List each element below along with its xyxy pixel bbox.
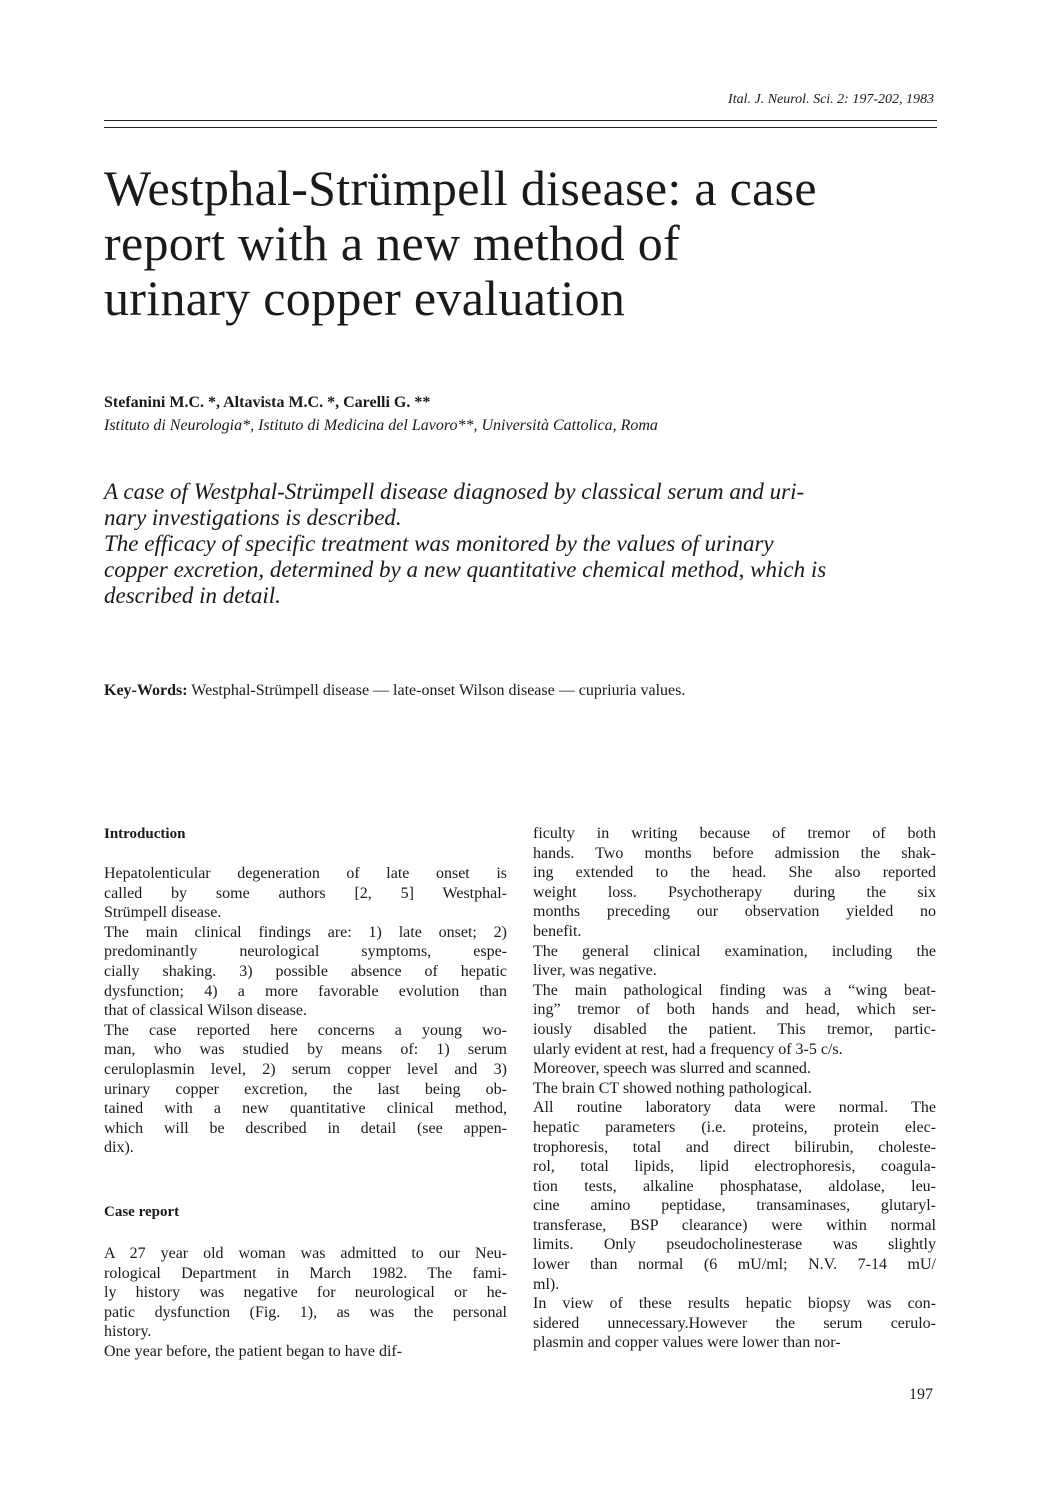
text-line: ml). — [533, 1275, 560, 1293]
text-line: liver, was negative. — [533, 962, 657, 980]
text-line: ceruloplasmin level, 2) serum copper level and 3) — [104, 1060, 507, 1078]
text-line: hands. Two months before admission the shak- — [533, 844, 936, 862]
introduction-body — [104, 864, 507, 1158]
text-line: called by some authors [2, 5] Westphal- — [104, 884, 507, 902]
text-line: limits. Only pseudocholinesterase was slightly — [533, 1236, 936, 1254]
keywords — [104, 682, 685, 700]
text-line: A 27 year old woman was admitted to our Neu- — [104, 1245, 507, 1262]
text-line: benefit. — [533, 922, 582, 940]
text-line: urinary copper excretion, the last being ob- — [104, 1080, 507, 1098]
text-line: ing” tremor of both hands and head, which ser- — [533, 1001, 936, 1019]
text-line: hepatic parameters (i.e. proteins, protein elec- — [533, 1118, 936, 1136]
text-line: cially shaking. 3) possible absence of hepatic — [104, 962, 507, 980]
keywords-label: Key-Words: — [104, 682, 188, 699]
abstract-line: copper excretion, determined by a new quantitative chemical method, which is — [104, 557, 827, 582]
text-line: Hepatolenticular degeneration of late onset is — [104, 865, 507, 882]
abstract-line: The efficacy of specific treatment was monitored by the values of urinary — [104, 531, 774, 556]
title-line: urinary copper evaluation — [104, 270, 626, 326]
text-line: ly history was negative for neurological or he- — [104, 1284, 507, 1302]
text-line: ularly evident at rest, had a frequency of 3-5 c/s. — [533, 1040, 843, 1058]
text-line: cine amino peptidase, transaminases, glutaryl- — [533, 1197, 936, 1215]
text-line: plasmin and copper values were lower than nor- — [533, 1334, 841, 1352]
article-title — [104, 161, 944, 326]
text-line: weight loss. Psychotherapy during the six — [533, 883, 936, 901]
text-line: trophoresis, total and direct bilirubin, choleste- — [533, 1138, 936, 1156]
text-line: tion tests, alkaline phosphatase, aldolase, leu- — [533, 1177, 936, 1195]
text-line: ficulty in writing because of tremor of both — [533, 825, 936, 842]
text-line: One year before, the patient began to have dif- — [104, 1342, 403, 1360]
text-line: dix). — [104, 1139, 134, 1157]
abstract-line: A case of Westphal-Strümpell disease diagnosed by classical serum and uri- — [104, 479, 805, 504]
text-line: The brain CT showed nothing pathological. — [533, 1079, 812, 1097]
text-line: All routine laboratory data were normal. The — [533, 1099, 936, 1117]
title-line: Westphal-Strümpell disease: a case — [104, 160, 817, 216]
text-line: patic dysfunction (Fig. 1), as was the personal — [104, 1303, 507, 1321]
title-line: report with a new method of — [104, 215, 680, 271]
right-column-body — [533, 824, 936, 1353]
case-report-heading: Case report — [104, 1204, 180, 1220]
text-line: sidered unnecessary.However the serum cerulo- — [533, 1314, 936, 1332]
introduction-heading: Introduction — [104, 826, 186, 842]
header-rule-bottom — [104, 127, 937, 128]
text-line: rological Department in March 1982. The fami- — [104, 1264, 507, 1282]
text-line: dysfunction; 4) a more favorable evolution than — [104, 982, 507, 1000]
header-rule-top — [104, 120, 937, 121]
text-line: The general clinical examination, including the — [533, 942, 936, 960]
page-number: 197 — [909, 1386, 933, 1403]
abstract-line: nary investigations is described. — [104, 505, 402, 530]
text-line: lower than normal (6 mU/ml; N.V. 7-14 mU/ — [533, 1256, 936, 1274]
case-report-body — [104, 1244, 507, 1362]
text-line: transferase, BSP clearance) were within normal — [533, 1216, 936, 1234]
abstract-line: described in detail. — [104, 583, 281, 608]
authors: Stefanini M.C. *, Altavista M.C. *, Carelli G. ** — [104, 394, 431, 411]
text-line: months preceding our observation yielded no — [533, 903, 936, 921]
text-line: In view of these results hepatic biopsy was con- — [533, 1295, 936, 1313]
text-line: Strümpell disease. — [104, 904, 222, 922]
text-line: Moreover, speech was slurred and scanned. — [533, 1060, 811, 1078]
text-line: man, who was studied by means of: 1) serum — [104, 1041, 507, 1059]
text-line: that of classical Wilson disease. — [104, 1002, 308, 1020]
text-line: The main pathological finding was a “wing beat- — [533, 981, 936, 999]
text-line: rol, total lipids, lipid electrophoresis, coagula- — [533, 1158, 936, 1176]
journal-citation: Ital. J. Neurol. Sci. 2: 197-202, 1983 — [728, 92, 934, 107]
text-line: The case reported here concerns a young wo- — [104, 1021, 507, 1039]
text-line: predominantly neurological symptoms, espe- — [104, 943, 507, 961]
text-line: which will be described in detail (see appen- — [104, 1119, 507, 1137]
text-line: iously disabled the patient. This tremor, partic- — [533, 1020, 936, 1038]
text-line: tained with a new quantitative clinical method, — [104, 1100, 507, 1118]
abstract — [104, 479, 939, 609]
text-line: history. — [104, 1323, 152, 1341]
text-line: The main clinical findings are: 1) late onset; 2) — [104, 923, 507, 941]
affiliation: Istituto di Neurologia*, Istituto di Medicina del Lavoro**, Università Cattolica, Roma — [104, 417, 658, 434]
text-line: ing extended to the head. She also reported — [533, 864, 936, 882]
keywords-text: Westphal-Strümpell disease — late-onset Wilson disease — cupriuria values. — [191, 682, 686, 699]
